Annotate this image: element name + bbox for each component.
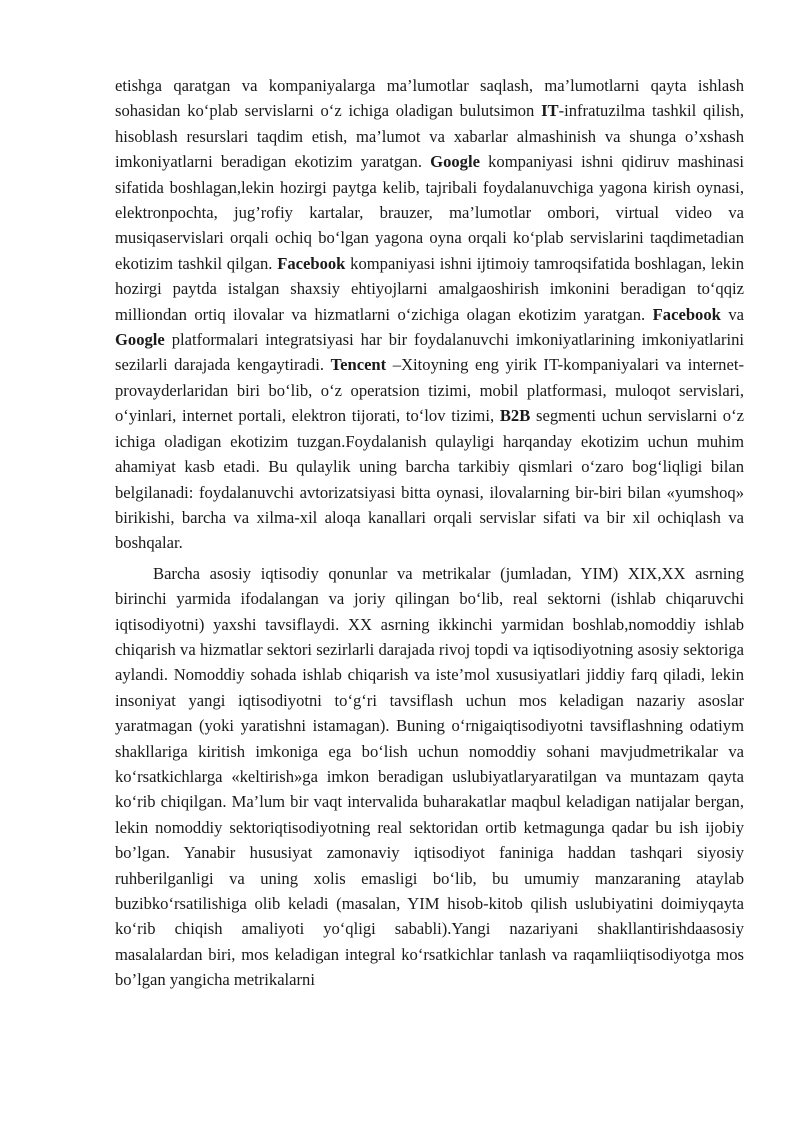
paragraph-1 xyxy=(115,73,744,556)
document-body xyxy=(115,73,744,993)
bold-term-google: Google xyxy=(115,330,165,350)
bold-term-b2b: B2B xyxy=(499,406,531,426)
paragraph-2 xyxy=(115,561,744,993)
text-run: –Xitoyning eng yirik IT-kompaniyalari va internet-provayderlaridan biri bo‘lib, o‘z operatsion tizimi, mobil platformasi, muloqot servislari, o‘yinlari, internet portali, elektron tijorati, to‘lov tizimi, xyxy=(115,355,744,426)
text-run: kompaniyasi ishni qidiruv mashinasi sifatida boshlagan,lekin hozirgi paytga kelib, tajribali foydalanuvchiga yagona kirish oynasi, elektronpochta, jug’rofiy kartalar, brauzer, ma’lumotlar ombori, virtual video va musiqaservislari orqali ochiq bo‘lgan yagona oyna orqali ko‘plab servislarini taqdimetadian ekotizim tashkil qilgan. xyxy=(115,152,745,273)
bold-term-it: IT xyxy=(541,101,559,121)
text-run: etishga qaratgan va kompaniyalarga ma’lumotlar saqlash, ma’lumotlarni qayta ishlash sohasidan ko‘plab servislarni o‘z ichiga oladigan bulutsimon xyxy=(115,76,744,121)
text-run: segmenti uchun servislarni o‘z ichiga oladigan ekotizim tuzgan.Foydalanish qulayligi harqanday ekotizim uchun muhim ahamiyat kasb etadi. Bu qulaylik uning barcha tarkibiy qismlari o‘zaro bog‘liqligi bilan belgilanadi: foydalanuvchi avtorizatsiyasi bitta oynasi, ilovalarning bir-biri bilan «yumshoq» birikishi, barcha va xilma-xil aloqa kanallari orqali servislar sifati va bir xil ochiqlash va boshqalar. xyxy=(115,406,744,553)
bold-term-google: Google xyxy=(430,152,480,172)
bold-term-facebook: Facebook xyxy=(652,304,721,324)
text-run: kompaniyasi ishni ijtimoiy tamroqsifatida boshlagan, lekin hozirgi paytda istalgan shaxsiy ehtiyojlarni amalgaoshirish imkonini beradigan to‘qqiz milliondan ortiq ilovalar va hizmatlarni o‘zichiga olagan ekotizim yaratgan. xyxy=(115,253,744,324)
bold-term-facebook: Facebook xyxy=(277,253,346,273)
bold-term-tencent: Tencent xyxy=(330,355,387,375)
text-run: platformalari integratsiyasi har bir foydalanuvchi imkoniyatlarining imkoniyatlarini sezilarli darajada kengaytiradi. xyxy=(115,330,744,375)
text-run: Barcha asosiy iqtisodiy qonunlar va metrikalar (jumladan, YIM) XIX,XX asrning birinchi yarmida ifodalangan va joriy qilingan bo‘lib, real sektorni (ishlab chiqaruvchi iqtisodiyotni) yaxshi tavsiflaydi. XX asrning ikkinchi yarmidan boshlab,nomoddiy ishlab chiqarish va hizmatlar sektori sezirlarli darajada rivoj topdi va iqtisodiyotning asosiy sektoriga aylandi. Nomoddiy sohada ishlab chiqarish va iste’mol xususiyatlari jiddiy farq qiladi, lekin insoniyat yangi iqtisodiyotni to‘g‘ri tavsiflash uchun mos keladigan nazariy asoslar yaratmagan (yoki yaratishni istamagan). Buning o‘rnigaiqtisodiyotni tavsiflashning odatiym shakllariga kiritish imkoniga ega bo‘lish uchun nomoddiy sohani mavjudmetrikalar va ko‘rsatkichlarga «keltirish»ga imkon beradigan uslubiyatlaryaratilgan va muntazam qayta ko‘rib chiqilgan. Ma’lum bir vaqt intervalida buharakatlar maqbul keladigan natijalar bergan, lekin nomoddiy sektoriqtisodiyotning real sektoridan ortib ketmagunga qadar bu ish ijobiy bo’lgan. Yanabir hususiyat zamonaviy iqtisodiyot faniniga haddan tashqari siyosiy ruhberilganligi va uning xolis emasligi bo‘lib, bu umumiy manzaraning ataylab buzibko‘rsatilishiga olib keladi (masalan, YIM hisob-kitob qilish uslubiyatini doimiyqayta ko‘rib chiqish amaliyoti yo‘qligi sababli).Yangi nazariyani shakllantirishdaasosiy masalalardan biri, mos keladigan integral ko‘rsatkichlar tanlash va raqamliiqtisodiyotga mos bo’lgan yangicha metrikalarni xyxy=(115,563,744,990)
text-run: -infratuzilma tashkil qilish, hisoblash resurslari taqdim etish, ma’lumot va xabarlar almashinish va shunga o’xshash imkoniyatlarni beradigan ekotizim yaratgan. xyxy=(115,101,744,172)
text-run: va xyxy=(720,304,745,324)
